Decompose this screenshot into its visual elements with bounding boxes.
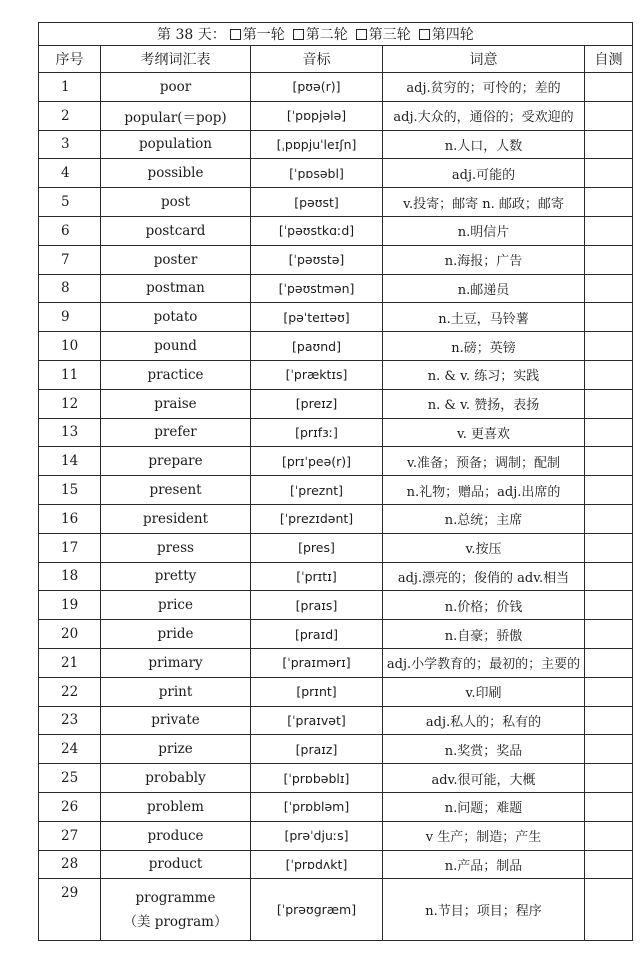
table-row [39,735,633,764]
row-number: 1 [39,73,101,102]
row-meaning: n.海报；广告 [383,245,585,274]
row-number: 18 [39,562,101,591]
row-number: 27 [39,821,101,850]
table-row [39,476,633,505]
row-self-test-cell[interactable] [585,648,633,677]
table-row [39,648,633,677]
row-word: pride [101,620,251,649]
row-self-test-cell[interactable] [585,620,633,649]
row-word: poor [101,73,251,102]
row-word: post [101,188,251,217]
row-word: practice [101,360,251,389]
row-meaning: n.磅；英镑 [383,332,585,361]
row-meaning: n. & v. 练习；实践 [383,360,585,389]
row-meaning: n.总统；主席 [383,504,585,533]
row-number: 13 [39,418,101,447]
row-phonetic: [ˈpəʊstkɑːd] [251,216,383,245]
row-word: possible [101,159,251,188]
row-self-test-cell[interactable] [585,879,633,941]
row-number: 3 [39,130,101,159]
row-word [101,879,251,941]
table-row [39,447,633,476]
round-4-label: 第四轮 [431,27,474,43]
vocabulary-table [38,22,633,941]
row-self-test-cell[interactable] [585,850,633,879]
row-word: present [101,476,251,505]
row-self-test-cell[interactable] [585,101,633,130]
row-number: 22 [39,677,101,706]
row-number: 6 [39,216,101,245]
row-number: 12 [39,389,101,418]
day-label: 第 38 天： [157,27,226,43]
row-word: popular(＝pop) [101,101,251,130]
round-1-checkbox[interactable] [230,29,241,40]
column-header-self-test: 自测 [585,46,633,73]
row-meaning: v.印刷 [383,677,585,706]
row-number: 19 [39,591,101,620]
row-phonetic: [pʊə(r)] [251,73,383,102]
round-2-label: 第二轮 [305,27,348,43]
row-phonetic: [prəˈdjuːs] [251,821,383,850]
row-word: product [101,850,251,879]
row-meaning: v.投寄；邮寄 n. 邮政；邮寄 [383,188,585,217]
row-meaning: n.产品；制品 [383,850,585,879]
row-phonetic: [ˈprɒdʌkt] [251,850,383,879]
row-word: president [101,504,251,533]
row-meaning: n.价格；价钱 [383,591,585,620]
row-phonetic: [ˈpɒsəbl] [251,159,383,188]
row-meaning: v 生产；制造；产生 [383,821,585,850]
round-2-checkbox[interactable] [293,29,304,40]
column-header-word: 考纲词汇表 [101,46,251,73]
row-phonetic: [ˈpraɪvət] [251,706,383,735]
vocabulary-sheet [38,22,632,941]
row-self-test-cell[interactable] [585,504,633,533]
row-meaning: n.奖赏；奖品 [383,735,585,764]
round-1-label: 第一轮 [242,27,285,43]
table-row [39,360,633,389]
row-word: praise [101,389,251,418]
row-number: 4 [39,159,101,188]
row-word: probably [101,764,251,793]
row-word: produce [101,821,251,850]
row-word: press [101,533,251,562]
column-header-meaning: 词意 [383,46,585,73]
row-number: 28 [39,850,101,879]
row-number: 14 [39,447,101,476]
row-self-test-cell[interactable] [585,792,633,821]
row-phonetic: [prɪˈpeə(r)] [251,447,383,476]
row-word: postman [101,274,251,303]
row-number: 2 [39,101,101,130]
row-number: 26 [39,792,101,821]
row-word-main: programme [135,889,216,906]
row-phonetic: [praɪd] [251,620,383,649]
table-row [39,850,633,879]
column-header-phonetic: 音标 [251,46,383,73]
row-meaning: adj.贫穷的；可怜的；差的 [383,73,585,102]
row-meaning: n.人口，人数 [383,130,585,159]
row-self-test-cell[interactable] [585,159,633,188]
row-meaning: n. & v. 赞扬，表扬 [383,389,585,418]
row-phonetic: [paʊnd] [251,332,383,361]
row-self-test-cell[interactable] [585,360,633,389]
row-word: postcard [101,216,251,245]
row-meaning: v. 更喜欢 [383,418,585,447]
row-number: 15 [39,476,101,505]
row-word: price [101,591,251,620]
table-row [39,245,633,274]
table-row [39,677,633,706]
table-row [39,533,633,562]
table-row [39,130,633,159]
table-row [39,591,633,620]
row-number: 16 [39,504,101,533]
table-row [39,332,633,361]
table-row [39,821,633,850]
table-row [39,620,633,649]
row-phonetic: [ˈprɪtɪ] [251,562,383,591]
row-self-test-cell[interactable] [585,591,633,620]
table-row [39,879,633,941]
row-self-test-cell[interactable] [585,735,633,764]
row-phonetic: [ˈprɒbləm] [251,792,383,821]
row-phonetic: [prɪfɜː] [251,418,383,447]
table-row [39,418,633,447]
row-number: 11 [39,360,101,389]
row-phonetic: [prɪnt] [251,677,383,706]
row-phonetic: [ˈpɒpjələ] [251,101,383,130]
row-number: 25 [39,764,101,793]
row-phonetic: [ˈpəʊstmən] [251,274,383,303]
round-3-checkbox[interactable] [356,29,367,40]
table-row [39,504,633,533]
row-number: 7 [39,245,101,274]
row-phonetic: [pəʊst] [251,188,383,217]
row-number: 24 [39,735,101,764]
row-meaning: adj.漂亮的；俊俏的 adv.相当 [383,562,585,591]
row-word: prize [101,735,251,764]
day-header [39,23,633,46]
row-phonetic: [ˈpəʊstə] [251,245,383,274]
row-self-test-cell[interactable] [585,389,633,418]
row-number: 17 [39,533,101,562]
row-word: pound [101,332,251,361]
row-self-test-cell[interactable] [585,303,633,332]
row-phonetic: [ˈpreznt] [251,476,383,505]
row-number: 23 [39,706,101,735]
row-self-test-cell[interactable] [585,533,633,562]
row-number: 5 [39,188,101,217]
table-row [39,274,633,303]
row-meaning: adj.私人的；私有的 [383,706,585,735]
row-phonetic: [ˈprɒbəblɪ] [251,764,383,793]
row-word: problem [101,792,251,821]
table-row [39,792,633,821]
table-row [39,562,633,591]
row-meaning: n.问题；难题 [383,792,585,821]
row-word-alt: （美 program） [123,913,228,930]
row-phonetic: [preɪz] [251,389,383,418]
row-meaning: n.邮递员 [383,274,585,303]
table-row [39,216,633,245]
table-row [39,389,633,418]
row-word: potato [101,303,251,332]
table-row [39,159,633,188]
row-word: private [101,706,251,735]
row-word: prefer [101,418,251,447]
table-row [39,303,633,332]
table-row [39,706,633,735]
round-3-label: 第三轮 [368,27,411,43]
table-row [39,188,633,217]
row-phonetic: [pres] [251,533,383,562]
row-word: prepare [101,447,251,476]
row-self-test-cell[interactable] [585,130,633,159]
row-meaning: adv.很可能，大概 [383,764,585,793]
row-meaning: n.节目；项目；程序 [383,879,585,941]
row-number: 20 [39,620,101,649]
row-phonetic: [praɪs] [251,591,383,620]
row-self-test-cell[interactable] [585,73,633,102]
row-self-test-cell[interactable] [585,677,633,706]
row-phonetic: [ˈpraɪmərɪ] [251,648,383,677]
table-row [39,73,633,102]
row-phonetic: [pəˈteɪtəʊ] [251,303,383,332]
row-word: primary [101,648,251,677]
row-meaning: adj.可能的 [383,159,585,188]
table-row [39,101,633,130]
row-self-test-cell[interactable] [585,706,633,735]
row-number: 10 [39,332,101,361]
table-row [39,764,633,793]
row-self-test-cell[interactable] [585,821,633,850]
row-self-test-cell[interactable] [585,562,633,591]
row-self-test-cell[interactable] [585,447,633,476]
row-meaning: n.明信片 [383,216,585,245]
row-meaning: n.自豪；骄傲 [383,620,585,649]
row-number: 8 [39,274,101,303]
row-self-test-cell[interactable] [585,476,633,505]
row-number: 21 [39,648,101,677]
row-self-test-cell[interactable] [585,216,633,245]
row-meaning: adj.小学教育的；最初的；主要的 [383,648,585,677]
row-meaning: n.土豆，马铃薯 [383,303,585,332]
row-number: 9 [39,303,101,332]
row-phonetic: [ˈprəʊgræm] [251,879,383,941]
row-self-test-cell[interactable] [585,418,633,447]
row-phonetic: [ˈprezɪdənt] [251,504,383,533]
row-self-test-cell[interactable] [585,332,633,361]
row-meaning: adj.大众的，通俗的；受欢迎的 [383,101,585,130]
row-meaning: n.礼物；赠品；adj.出席的 [383,476,585,505]
row-self-test-cell[interactable] [585,245,633,274]
vocabulary-rows [39,73,633,941]
row-meaning: v.按压 [383,533,585,562]
row-word: population [101,130,251,159]
round-4-checkbox[interactable] [419,29,430,40]
row-phonetic: [ˌpɒpjuˈleɪʃn] [251,130,383,159]
row-word: pretty [101,562,251,591]
row-self-test-cell[interactable] [585,274,633,303]
row-phonetic: [praɪz] [251,735,383,764]
row-meaning: v.准备；预备；调制；配制 [383,447,585,476]
row-word: poster [101,245,251,274]
row-self-test-cell[interactable] [585,764,633,793]
row-word: print [101,677,251,706]
row-number: 29 [39,879,101,941]
column-header-number: 序号 [39,46,101,73]
row-phonetic: [ˈpræktɪs] [251,360,383,389]
row-self-test-cell[interactable] [585,188,633,217]
